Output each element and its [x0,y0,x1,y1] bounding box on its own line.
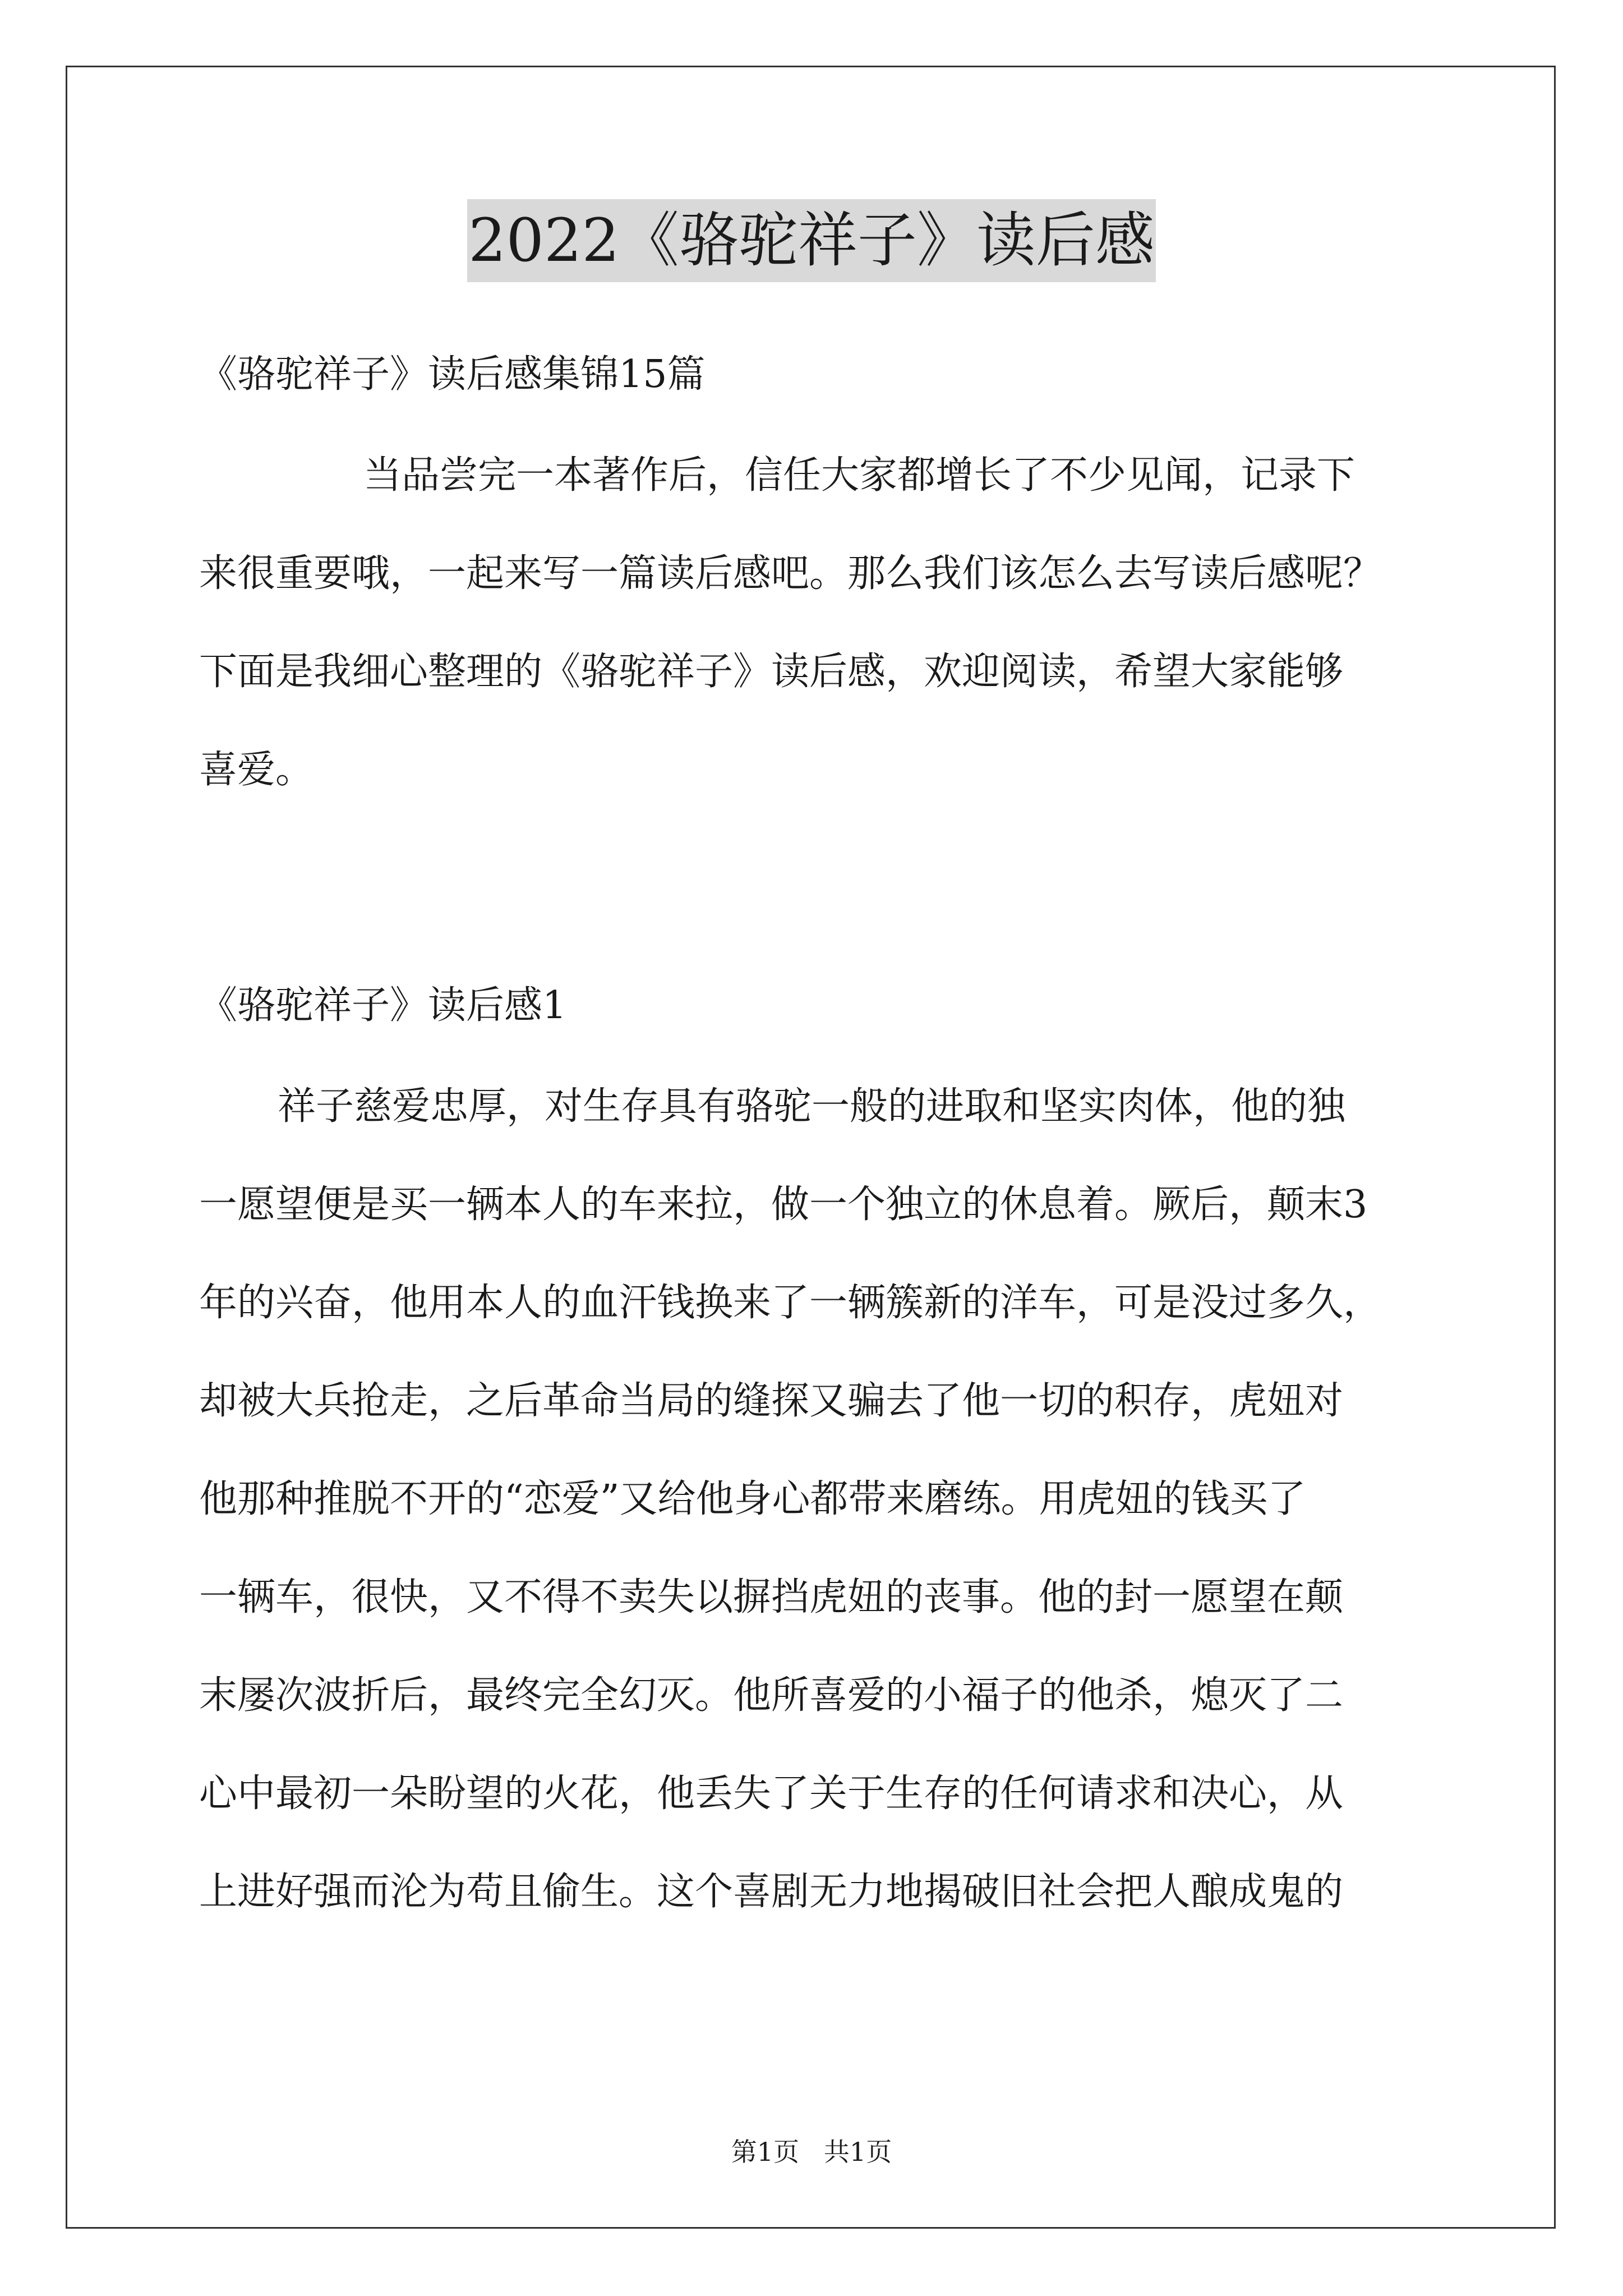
body-line: 祥子慈爱忠厚，对生存具有骆驼一般的进取和坚实肉体，他的独 [278,1084,1346,1129]
body-line: 年的兴奋，他用本人的血汗钱换来了一辆簇新的洋车，可是没过多久， [199,1281,1382,1325]
intro-line: 来很重要哦，一起来写一篇读后感吧。那么我们该怎么去写读后感呢？ [199,551,1382,596]
document-title: 2022《骆驼祥子》读后感 [467,199,1156,282]
title-container [0,199,1623,282]
body-line: 一辆车，很快，又不得不卖失以摒挡虎妞的丧事。他的封一愿望在颠 [199,1575,1344,1619]
body-line: 却被大兵抢走，之后革命当局的缝探又骗去了他一切的积存，虎妞对 [199,1379,1344,1423]
document-subtitle: 《骆驼祥子》读后感集锦15篇 [199,352,706,397]
body-line: 末屡次波折后，最终完全幻灭。他所喜爱的小福子的他杀，熄灭了二 [199,1673,1344,1718]
intro-line: 下面是我细心整理的《骆驼祥子》读后感，欢迎阅读，希望大家能够 [199,650,1344,694]
body-line: 上进好强而沦为苟且偷生。这个喜剧无力地揭破旧社会把人酿成鬼的 [199,1870,1344,1914]
body-line: 心中最初一朵盼望的火花，他丢失了关于生存的任何请求和决心，从 [199,1772,1344,1816]
section-heading: 《骆驼祥子》读后感1 [199,983,567,1028]
intro-line: 喜爱。 [199,748,314,792]
page-footer: 第1页 共1页 [731,2137,892,2167]
body-line: 他那种推脱不开的“恋爱”又给他身心都带来磨练。用虎妞的钱买了 [199,1477,1306,1521]
body-line: 一愿望便是买一辆本人的车来拉，做一个独立的休息着。厥后，颠末3 [199,1182,1368,1227]
intro-line: 当品尝完一本著作后，信任大家都增长了不少见闻，记录下 [363,453,1355,498]
